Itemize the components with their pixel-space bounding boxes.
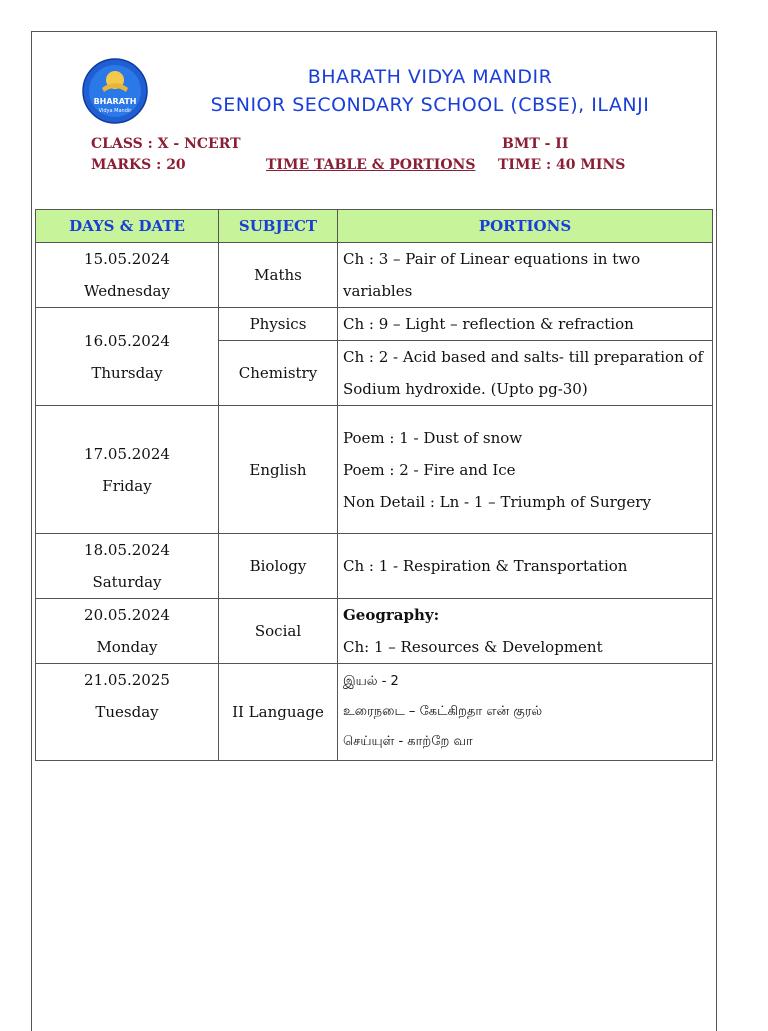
portion-line: Ch : 1 - Respiration & Transportation xyxy=(343,557,628,575)
marks-label: MARKS : 20 xyxy=(91,157,186,173)
portion-line: Ch : 9 – Light – reflection & refraction xyxy=(343,315,634,333)
date-cell xyxy=(36,243,219,308)
time-label: TIME : 40 MINS xyxy=(498,157,626,173)
date: 20.05.2024 xyxy=(84,606,170,624)
subject-cell: Maths xyxy=(219,243,338,308)
portion-cell xyxy=(338,341,713,406)
portion-heading: Geography: xyxy=(343,606,440,624)
subject-cell: Physics xyxy=(219,308,338,341)
date: 16.05.2024 xyxy=(84,331,170,350)
portion-line: இயல் - 2 xyxy=(343,674,399,689)
subject-cell: Chemistry xyxy=(219,341,338,406)
table-row xyxy=(36,243,713,308)
day: Monday xyxy=(96,638,158,656)
day: Thursday xyxy=(91,363,163,382)
table-row xyxy=(36,664,713,761)
table-header-row xyxy=(36,210,713,243)
subject-cell: English xyxy=(219,406,338,534)
day: Friday xyxy=(102,476,152,495)
school-name-line1: BHARATH VIDYA MANDIR xyxy=(307,66,553,88)
portion-line: Ch : 3 – Pair of Linear equations in two variables xyxy=(343,250,641,300)
date: 21.05.2025 xyxy=(84,671,170,689)
date-cell xyxy=(36,599,219,664)
date-cell xyxy=(36,308,219,406)
logo-text: BHARATH xyxy=(93,97,137,106)
table-row xyxy=(36,599,713,664)
header-subject: SUBJECT xyxy=(219,210,338,243)
day: Saturday xyxy=(92,573,162,591)
exam-label: BMT - II xyxy=(502,136,569,152)
table-row xyxy=(36,534,713,599)
table-row xyxy=(36,406,713,534)
class-label: CLASS : X - NCERT xyxy=(91,136,241,152)
header-days-date: DAYS & DATE xyxy=(36,210,219,243)
subject-cell: Biology xyxy=(219,534,338,599)
date-cell xyxy=(36,664,219,761)
portion-cell xyxy=(338,599,713,664)
date-cell xyxy=(36,406,219,534)
timetable xyxy=(35,209,713,761)
date: 18.05.2024 xyxy=(84,541,170,559)
portion-line: Non Detail : Ln - 1 – Triumph of Surgery xyxy=(343,492,651,511)
portion-line: Ch : 2 - Acid based and salts- till preparation of xyxy=(343,348,704,366)
school-name-line2: SENIOR SECONDARY SCHOOL (CBSE), ILANJI xyxy=(210,94,650,116)
portion-line: செய்யுள் - காற்றே வா xyxy=(343,734,473,749)
header-portions: PORTIONS xyxy=(338,210,713,243)
subject-cell: Social xyxy=(219,599,338,664)
date: 15.05.2024 xyxy=(84,250,170,268)
portion-line: Poem : 1 - Dust of snow xyxy=(343,428,523,447)
portion-cell xyxy=(338,308,713,341)
school-logo xyxy=(82,58,148,124)
portion-cell xyxy=(338,406,713,534)
timetable-title: TIME TABLE & PORTIONS xyxy=(266,157,476,173)
subject-cell: II Language xyxy=(219,664,338,761)
portion-cell xyxy=(338,534,713,599)
portion-line: Sodium hydroxide. (Upto pg-30) xyxy=(343,380,588,398)
portion-cell xyxy=(338,664,713,761)
table-row xyxy=(36,308,713,341)
date: 17.05.2024 xyxy=(84,444,170,463)
portion-line: உரைநடை – கேட்கிறதா என் குரல் xyxy=(343,704,543,719)
date-cell xyxy=(36,534,219,599)
portion-cell xyxy=(338,243,713,308)
day: Wednesday xyxy=(84,282,170,300)
day: Tuesday xyxy=(95,703,159,721)
logo-subtext: Vidya Mandir xyxy=(98,108,132,114)
portion-line: Poem : 2 - Fire and Ice xyxy=(343,460,516,479)
portion-line: Ch: 1 – Resources & Development xyxy=(343,638,603,656)
